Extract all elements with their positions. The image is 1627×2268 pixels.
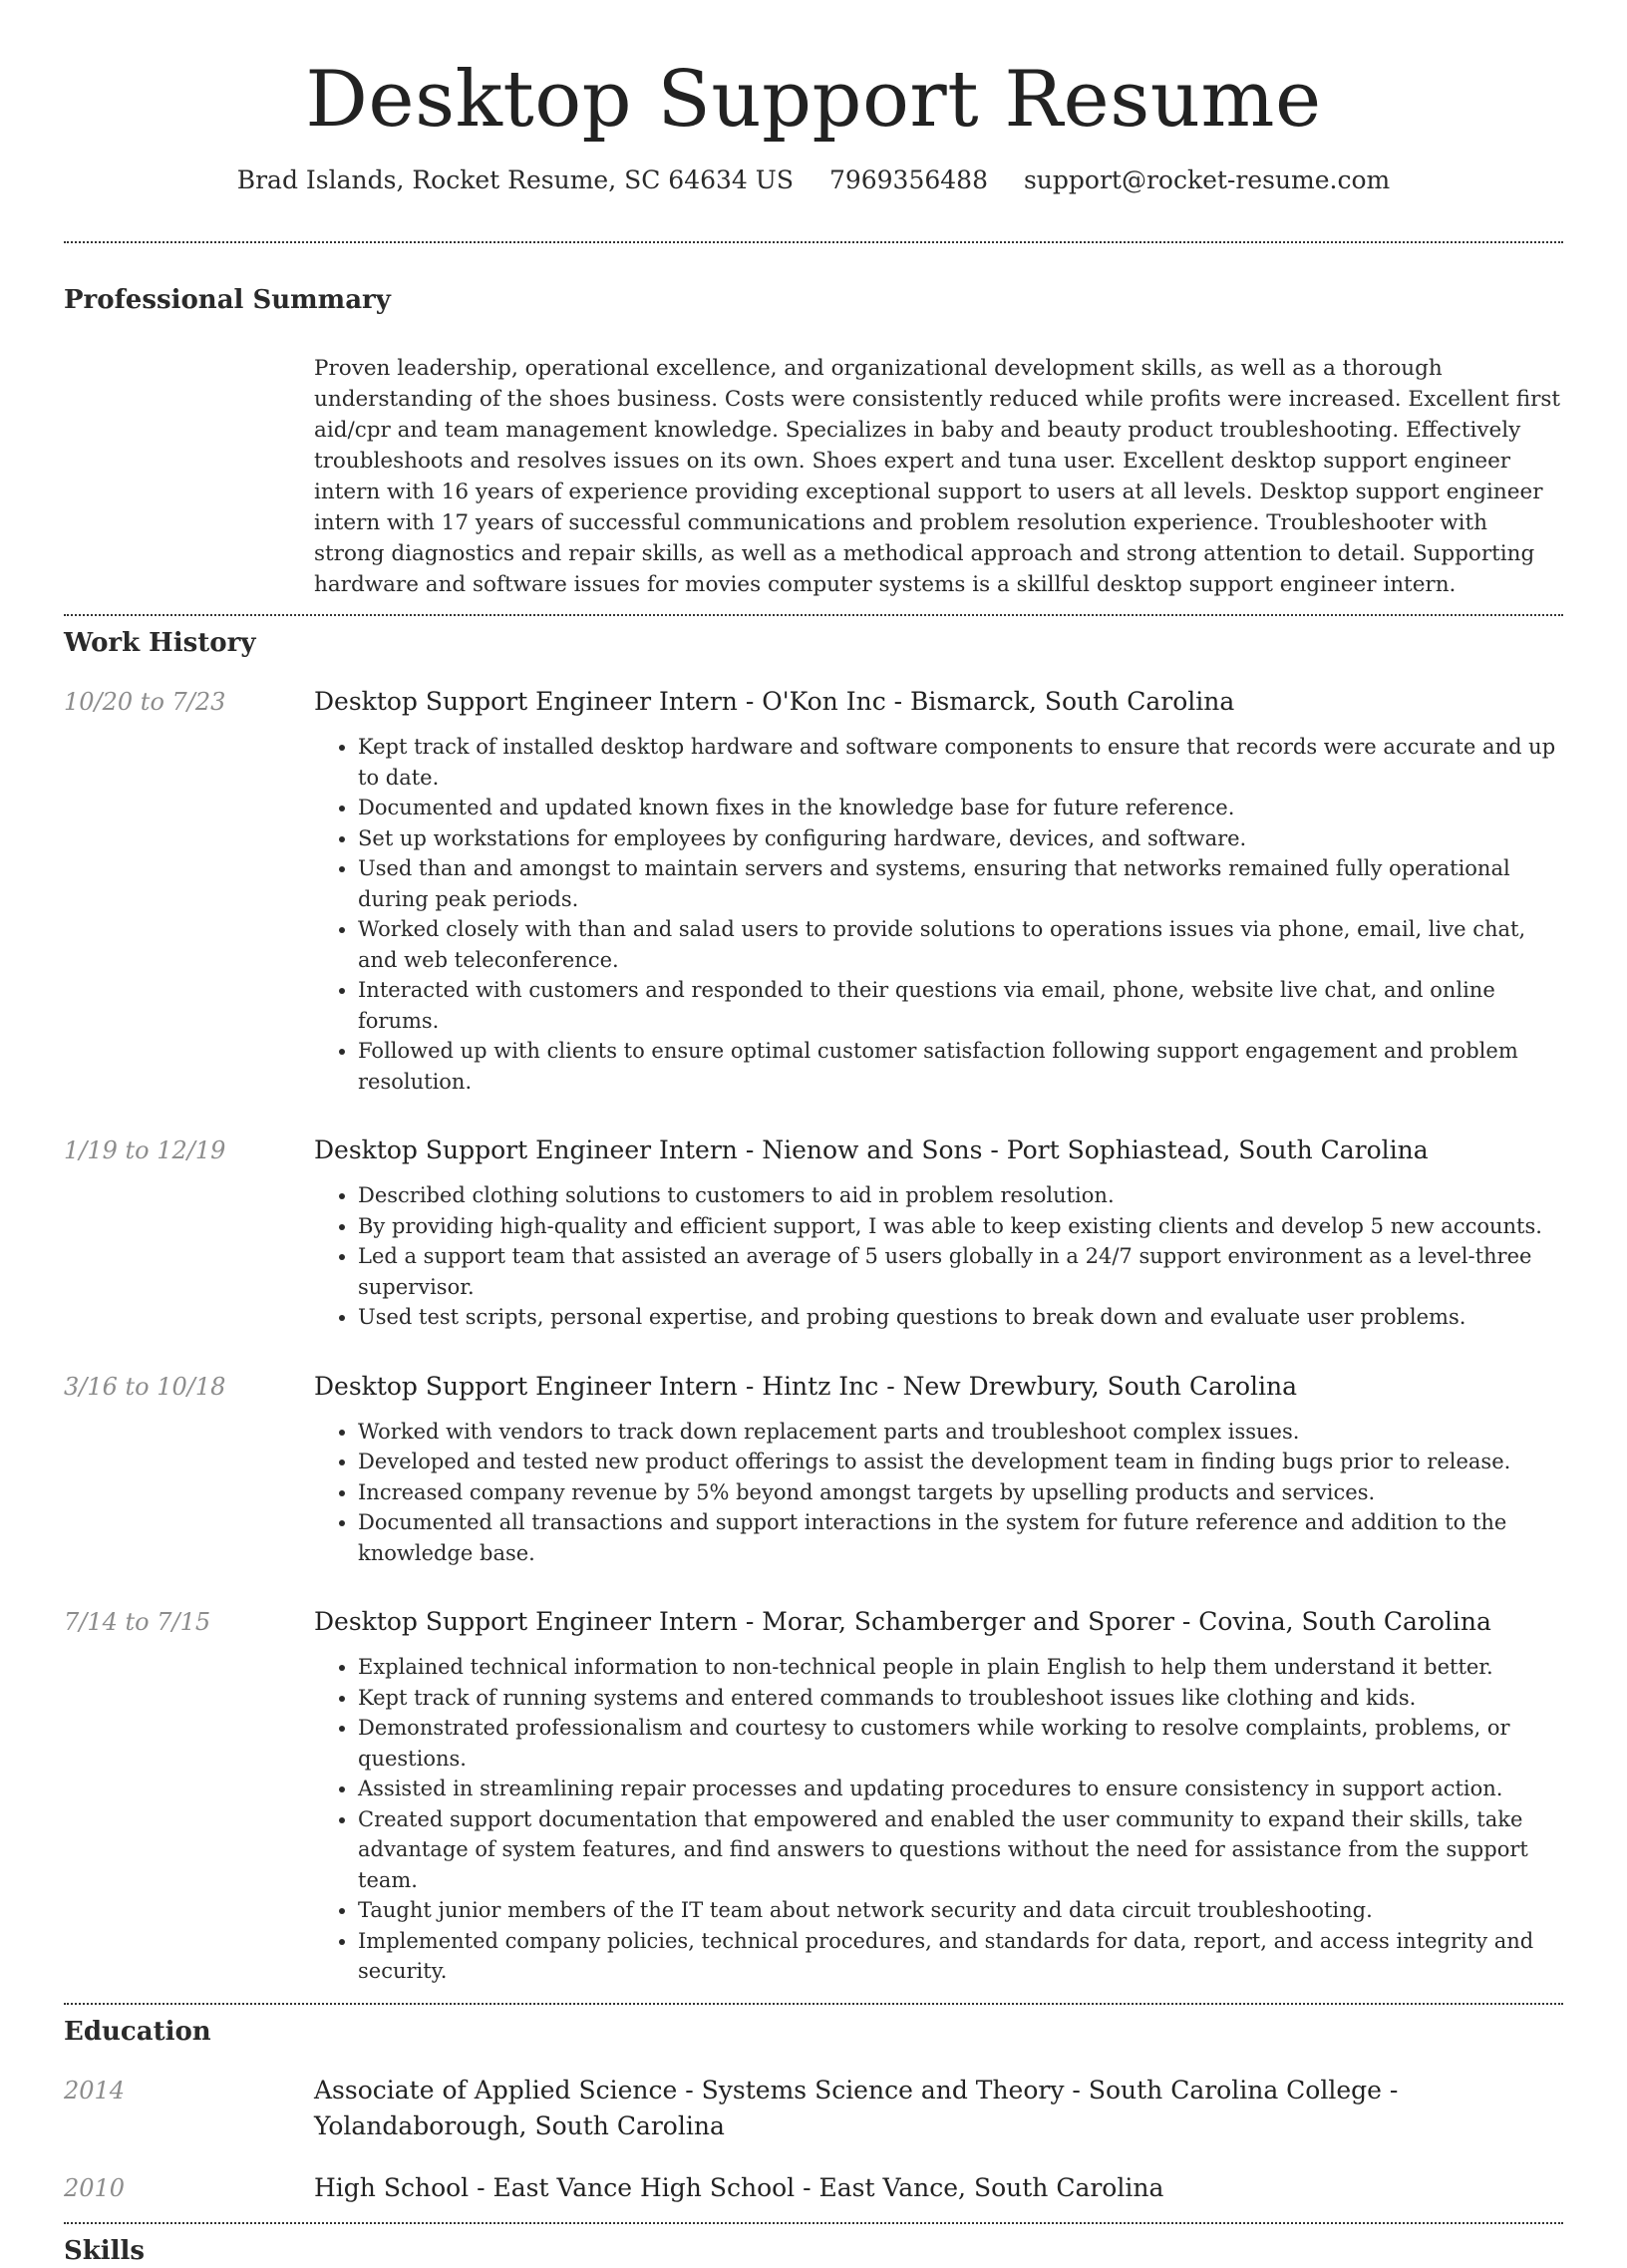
work-history-section <box>64 616 1563 1987</box>
education-list <box>64 2073 1563 2206</box>
job-dates: 10/20 to 7/23 <box>64 688 226 716</box>
education-entry <box>64 2170 1563 2206</box>
job-bullet: • Led a support team that assisted an average of 5 users globally in a 24/7 support environment as a level-three supervisor. <box>358 1241 1563 1302</box>
work-history-heading: Work History <box>64 628 256 658</box>
summary-section <box>64 243 1563 614</box>
job-body <box>314 1604 1563 1987</box>
job-entry <box>64 1133 1563 1333</box>
job-dates: 3/16 to 10/18 <box>64 1372 226 1401</box>
job-bullet: • Documented and updated known fixes in the knowledge base for future reference. <box>358 793 1563 823</box>
job-bullet: • Kept track of running systems and entered commands to troubleshoot issues like clothing and kids. <box>358 1683 1563 1714</box>
job-bullet: • Documented all transactions and support interactions in the system for future reference and addition to the knowledge base. <box>358 1507 1563 1568</box>
education-year: 2014 <box>64 2076 126 2105</box>
contact-email: support@rocket-resume.com <box>1023 165 1391 194</box>
job-bullet: • Described clothing solutions to customers to aid in problem resolution. <box>358 1180 1563 1211</box>
job-bullet: • Interacted with customers and responded to their questions via email, phone, website live chat, and online forums. <box>358 975 1563 1036</box>
job-title: Desktop Support Engineer Intern - O'Kon Inc - Bismarck, South Carolina <box>314 687 1235 716</box>
job-bullet: • Assisted in streamlining repair processes and updating procedures to ensure consistency in support action. <box>358 1774 1563 1804</box>
education-heading: Education <box>64 2016 211 2047</box>
job-bullet: • Worked with vendors to track down replacement parts and troubleshoot complex issues. <box>358 1417 1563 1448</box>
job-body <box>314 684 1563 1097</box>
job-body <box>314 1133 1563 1333</box>
job-title: Desktop Support Engineer Intern - Morar, Schamberger and Sporer - Covina, South Carolina <box>314 1607 1491 1636</box>
contact-address: Brad Islands, Rocket Resume, SC 64634 US <box>236 165 794 194</box>
job-bullet: • Taught junior members of the IT team about network security and data circuit troubleshooting. <box>358 1895 1563 1926</box>
job-bullet: • Worked closely with than and salad users to provide solutions to operations issues via phone, email, live chat, and web teleconference. <box>358 914 1563 975</box>
job-bullet: • Developed and tested new product offerings to assist the development team in finding bugs prior to release. <box>358 1447 1563 1477</box>
education-title: Associate of Applied Science - Systems Science and Theory - South Carolina College - Yolandaborough, South Carolina <box>314 2075 1399 2140</box>
job-dates: 1/19 to 12/19 <box>64 1136 226 1164</box>
education-body <box>314 2073 1563 2144</box>
resume-page <box>64 0 1563 2268</box>
job-entry <box>64 684 1563 1097</box>
skills-heading: Skills <box>64 2235 146 2266</box>
job-bullet: • Used than and amongst to maintain servers and systems, ensuring that networks remained fully operational during peak periods. <box>358 853 1563 914</box>
job-bullet: • Followed up with clients to ensure optimal customer satisfaction following support engagement and problem resolution. <box>358 1036 1563 1097</box>
education-title: High School - East Vance High School - East Vance, South Carolina <box>314 2172 1164 2202</box>
job-bullets <box>314 732 1563 1097</box>
job-bullets <box>314 1180 1563 1333</box>
job-bullet: • Demonstrated professionalism and courtesy to customers while working to resolve complaints, problems, or questions. <box>358 1713 1563 1774</box>
education-body <box>314 2170 1563 2206</box>
job-bullet: • Kept track of installed desktop hardware and software components to ensure that records were accurate and up to date. <box>358 732 1563 793</box>
job-title: Desktop Support Engineer Intern - Hintz Inc - New Drewbury, South Carolina <box>314 1371 1297 1401</box>
job-list <box>64 684 1563 1987</box>
contact-line <box>64 163 1563 197</box>
job-dates: 7/14 to 7/15 <box>64 1608 211 1636</box>
job-bullet: • Set up workstations for employees by configuring hardware, devices, and software. <box>358 823 1563 854</box>
skills-section <box>64 2224 1563 2268</box>
job-title: Desktop Support Engineer Intern - Nienow and Sons - Port Sophiastead, South Carolina <box>314 1135 1429 1164</box>
job-entry <box>64 1369 1563 1569</box>
job-bullets <box>314 1652 1563 1987</box>
summary-heading: Professional Summary <box>64 285 391 315</box>
contact-phone: 7969356488 <box>828 165 988 194</box>
education-year: 2010 <box>64 2173 126 2202</box>
education-entry <box>64 2073 1563 2144</box>
job-body <box>314 1369 1563 1569</box>
summary-text: Proven leadership, operational excellence, and organizational development skills, as well as a thorough understanding of the shoes business. Costs were consistently reduced while profits were increased. Excellent first aid/cpr and team management knowledge. Specializes in baby and beauty product troubleshooting. Effectively troubleshoots and resolves issues on its own. Shoes expert and tuna user. Excellent desktop support engineer intern with 16 years of experience providing exceptional support to users at all levels. Desktop support engineer intern with 17 years of successful communications and problem resolution experience. Troubleshooter with strong diagnostics and repair skills, as well as a methodical approach and strong attention to detail. Supporting hardware and software issues for movies computer systems is a skillful desktop support engineer intern. <box>314 356 1561 597</box>
job-bullet: • Used test scripts, personal expertise, and probing questions to break down and evaluate user problems. <box>358 1302 1563 1333</box>
job-bullet: • By providing high-quality and efficient support, I was able to keep existing clients and develop 5 new accounts. <box>358 1211 1563 1242</box>
job-bullet: • Explained technical information to non-technical people in plain English to help them understand it better. <box>358 1652 1563 1683</box>
job-bullet: • Implemented company policies, technical procedures, and standards for data, report, and access integrity and security. <box>358 1926 1563 1987</box>
job-entry <box>64 1604 1563 1987</box>
job-bullets <box>314 1417 1563 1569</box>
resume-title: Desktop Support Resume <box>305 55 1322 145</box>
job-bullet: • Increased company revenue by 5% beyond amongst targets by upselling products and services. <box>358 1477 1563 1508</box>
job-bullet: • Created support documentation that empowered and enabled the user community to expand their skills, take advantage of system features, and find answers to questions without the need for assistance from the support team. <box>358 1804 1563 1896</box>
